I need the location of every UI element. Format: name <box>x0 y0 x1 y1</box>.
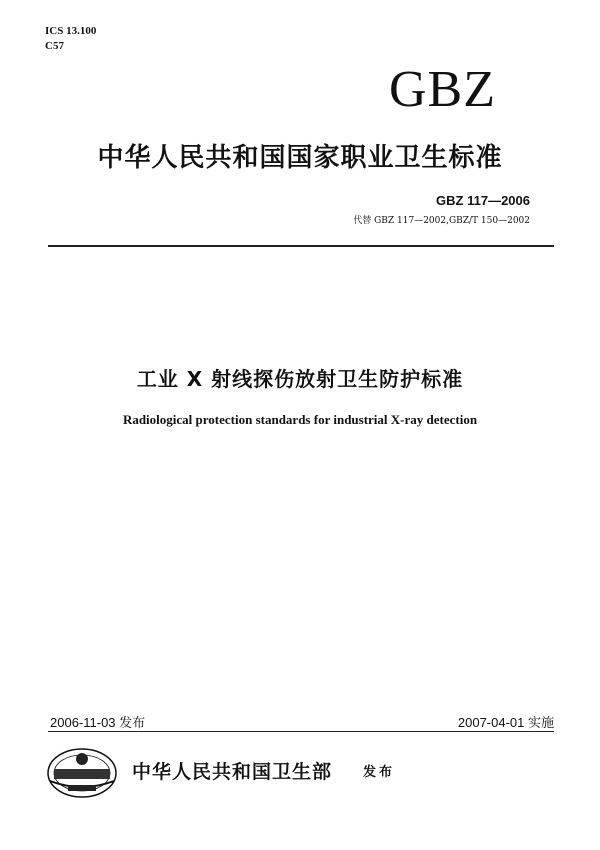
standard-number: GBZ 117—2006 <box>436 193 530 208</box>
ccs-code: C57 <box>45 40 64 52</box>
top-divider <box>48 245 554 247</box>
publisher-seal-icon <box>44 745 120 801</box>
title-chinese: 工业 X 射线探伤放射卫生防护标准 <box>136 367 464 391</box>
issuer-suffix: 发布 <box>363 765 396 780</box>
gbz-mark: GBZ <box>389 61 496 118</box>
bottom-divider <box>48 731 554 732</box>
standard-category: 中华人民共和国国家职业卫生标准 <box>97 143 503 173</box>
implementation-date: 2007-04-01 实施 <box>457 715 554 730</box>
issuer-name: 中华人民共和国卫生部 <box>132 761 333 783</box>
title-english: Radiological protection standards for industrial X-ray detection <box>122 412 478 427</box>
ics-code: ICS 13.100 <box>45 25 97 37</box>
replaces-note: 代替 GBZ 117—2002,GBZ/T 150—2002 <box>353 216 530 226</box>
issue-date: 2006-11-03 发布 <box>50 715 146 730</box>
